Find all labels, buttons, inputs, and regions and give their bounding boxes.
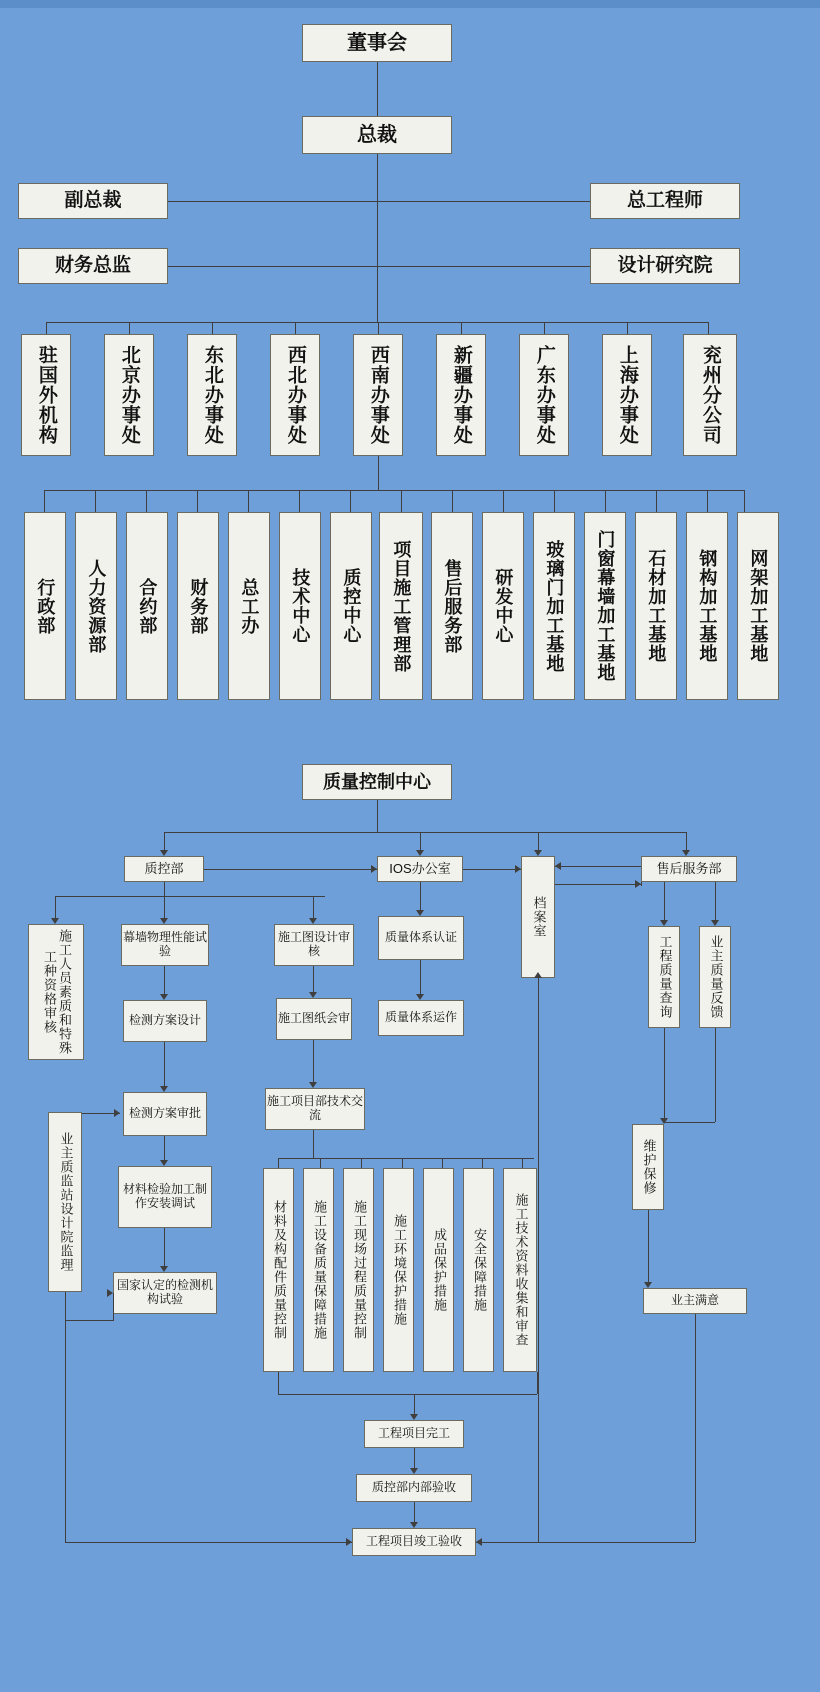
connector-measure-drop-1	[320, 1158, 321, 1168]
connector-measures-bus	[278, 1158, 534, 1159]
connector-office-drop-8	[708, 322, 709, 334]
connector-dept-drop-0	[44, 490, 45, 512]
connector-measure-drop-2	[361, 1158, 362, 1168]
connector-satisfy-final-h	[476, 1542, 695, 1543]
quality-service-box: 业主满意	[643, 1288, 747, 1314]
org-dept-box: 财务部	[177, 512, 219, 700]
connector-qc-ios	[204, 869, 377, 870]
connector-dept-drop-14	[744, 490, 745, 512]
quality-bottom-box: 工程项目竣工验收	[352, 1528, 476, 1556]
connector-measure-drop-5	[482, 1158, 483, 1168]
org-office-box: 广东办事处	[519, 334, 569, 456]
connector-dept-drop-12	[656, 490, 657, 512]
connector-feedback-maint	[715, 1028, 716, 1122]
connector-satisfy-final	[695, 1314, 696, 1542]
connector-left-final-h	[65, 1542, 352, 1543]
org-dept-box: 玻璃门加工基地	[533, 512, 575, 700]
quality-left-box: 施工人员素质和特殊工种资格审核	[28, 924, 84, 1060]
org-dept-box: 研发中心	[482, 512, 524, 700]
connector-offices-bus	[46, 322, 708, 323]
connector-measure-drop-4	[442, 1158, 443, 1168]
org-office-box: 上海办事处	[602, 334, 652, 456]
quality-service-box: 工程质量查询	[648, 926, 680, 1028]
org-office-box: 西南办事处	[353, 334, 403, 456]
connector-measures-collect	[278, 1394, 537, 1395]
connector-office-drop-7	[627, 322, 628, 334]
connector-measure-up-0	[278, 1372, 279, 1394]
connector-office-drop-4	[378, 322, 379, 334]
quality-service-box: 维护保修	[632, 1124, 664, 1210]
quality-left-box: 检测方案设计	[123, 1000, 207, 1042]
connector-supervisor-to-test	[65, 1320, 113, 1321]
connector-quality-trunk	[377, 800, 378, 832]
org-dept-box: 石材加工基地	[635, 512, 677, 700]
connector-maint-satisfy	[648, 1210, 649, 1286]
connector-service-down-1	[715, 882, 716, 924]
connector-dept-drop-7	[401, 490, 402, 512]
arrow-final-archive	[534, 972, 542, 978]
connector-service-archive	[555, 866, 641, 867]
quality-measure-box: 施工现场过程质量控制	[343, 1168, 374, 1372]
quality-left-box: 检测方案审批	[123, 1092, 207, 1136]
connector-measure-drop-6	[522, 1158, 523, 1168]
connector-feedback-maint-h	[664, 1122, 715, 1123]
connector-president-trunk	[377, 154, 378, 322]
org-dept-box: 钢构加工基地	[686, 512, 728, 700]
quality-archive-box: 档案室	[521, 856, 555, 978]
org-office-box: 北京办事处	[104, 334, 154, 456]
quality-supervisor-box: 业主质监站设计院监理	[48, 1112, 82, 1292]
org-cfo-box: 财务总监	[18, 248, 168, 284]
org-dept-box: 人力资源部	[75, 512, 117, 700]
quality-ios-box: 质量体系运作	[378, 1000, 464, 1036]
connector-dept-drop-5	[299, 490, 300, 512]
quality-measure-box: 施工设备质量保障措施	[303, 1168, 334, 1372]
quality-ios-box: 质量体系认证	[378, 916, 464, 960]
connector-service-stub	[641, 882, 642, 886]
quality-title-box: 质量控制中心	[302, 764, 452, 800]
connector-office-drop-6	[544, 322, 545, 334]
connector-office-drop-1	[129, 322, 130, 334]
arrow-left-final	[346, 1538, 352, 1546]
connector-dept-drop-4	[248, 490, 249, 512]
connector-qc-down	[164, 882, 165, 896]
quality-bottom-box: 工程项目完工	[364, 1420, 464, 1448]
org-dept-box: 合约部	[126, 512, 168, 700]
connector-measure-drop-3	[402, 1158, 403, 1168]
connector-dept-drop-6	[350, 490, 351, 512]
org-dept-box: 门窗幕墙加工基地	[584, 512, 626, 700]
quality-mid-box: 施工项目部技术交流	[265, 1088, 365, 1130]
connector-service-down-0	[664, 882, 665, 924]
quality-service-box: 业主质量反馈	[699, 926, 731, 1028]
connector-dept-drop-10	[554, 490, 555, 512]
org-dept-box: 质控中心	[330, 512, 372, 700]
org-office-box: 新疆办事处	[436, 334, 486, 456]
connector-dept-drop-11	[605, 490, 606, 512]
org-office-box: 东北办事处	[187, 334, 237, 456]
org-chief-engineer-box: 总工程师	[590, 183, 740, 219]
connector-dept-drop-2	[146, 490, 147, 512]
connector-measure-drop-0	[278, 1158, 279, 1168]
connector-dept-drop-1	[95, 490, 96, 512]
connector-board-president	[377, 62, 378, 116]
connector-vp-to-trunk	[168, 201, 378, 202]
org-board-box: 董事会	[302, 24, 452, 62]
connector-left-4-5	[164, 1228, 165, 1270]
org-dept-box: 总工办	[228, 512, 270, 700]
connector-dept-drop-9	[503, 490, 504, 512]
quality-left-box: 国家认定的检测机构试验	[113, 1272, 217, 1314]
org-dept-box: 网架加工基地	[737, 512, 779, 700]
connector-ios-cert-run	[420, 960, 421, 998]
connector-left-to-final	[65, 1320, 66, 1542]
connector-ios-archive	[463, 869, 521, 870]
quality-measure-box: 成品保护措施	[423, 1168, 454, 1372]
quality-mid-box: 施工图纸会审	[276, 998, 352, 1040]
connector-trunk-to-ce	[377, 201, 590, 202]
connector-test-stub	[113, 1293, 114, 1321]
arrow-qc-to-ios	[371, 865, 377, 873]
quality-left-box: 幕墙物理性能试验	[121, 924, 209, 966]
connector-cfo-to-trunk	[168, 266, 378, 267]
org-dept-box: 行政部	[24, 512, 66, 700]
quality-measure-box: 施工技术资料收集和审查	[503, 1168, 537, 1372]
connector-dept-drop-8	[452, 490, 453, 512]
org-dept-box: 技术中心	[279, 512, 321, 700]
connector-office-drop-2	[212, 322, 213, 334]
connector-trunk-to-design	[377, 266, 590, 267]
top-strip	[0, 0, 820, 8]
quality-level1-box: 质控部	[124, 856, 204, 882]
connector-dept-drop-3	[197, 490, 198, 512]
quality-mid-box: 施工图设计审核	[274, 924, 354, 966]
connector-mid-1-2	[313, 1040, 314, 1086]
org-dept-box: 项目施工管理部	[379, 512, 423, 700]
connector-query-maint	[664, 1028, 665, 1122]
connector-office-drop-5	[461, 322, 462, 334]
quality-level1-box: IOS办公室	[377, 856, 463, 882]
connector-level1-bus	[164, 832, 686, 833]
connector-left-2-3	[164, 1042, 165, 1090]
org-design-institute-box: 设计研究院	[590, 248, 740, 284]
org-dept-box: 售后服务部	[431, 512, 473, 700]
connector-archive-service-2	[555, 884, 641, 885]
connector-dept-drop-13	[707, 490, 708, 512]
org-office-box: 西北办事处	[270, 334, 320, 456]
connector-dept-bus	[44, 490, 744, 491]
connector-office-drop-3	[295, 322, 296, 334]
org-vice-president-box: 副总裁	[18, 183, 168, 219]
connector-office-drop-0	[46, 322, 47, 334]
quality-left-box: 材料检验加工制作安装调试	[118, 1166, 212, 1228]
quality-measure-box: 安全保障措施	[463, 1168, 494, 1372]
org-office-box: 驻国外机构	[21, 334, 71, 456]
arrow-service-to-archive	[555, 862, 561, 870]
connector-office-to-dept-trunk	[378, 456, 379, 490]
org-president-box: 总裁	[302, 116, 452, 154]
quality-measure-box: 施工环境保护措施	[383, 1168, 414, 1372]
arrow-supervisor-approval	[114, 1109, 120, 1117]
connector-qc-subbus	[55, 896, 325, 897]
quality-measure-box: 材料及构配件质量控制	[263, 1168, 294, 1372]
connector-measures-trunk	[313, 1130, 314, 1158]
quality-level1-box: 售后服务部	[641, 856, 737, 882]
arrow-ios-to-archive	[515, 865, 521, 873]
connector-final-archive-v	[538, 978, 539, 1542]
arrow-satisfy-final	[476, 1538, 482, 1546]
org-office-box: 兖州分公司	[683, 334, 737, 456]
connector-supervisor-down	[65, 1292, 66, 1320]
quality-bottom-box: 质控部内部验收	[356, 1474, 472, 1502]
